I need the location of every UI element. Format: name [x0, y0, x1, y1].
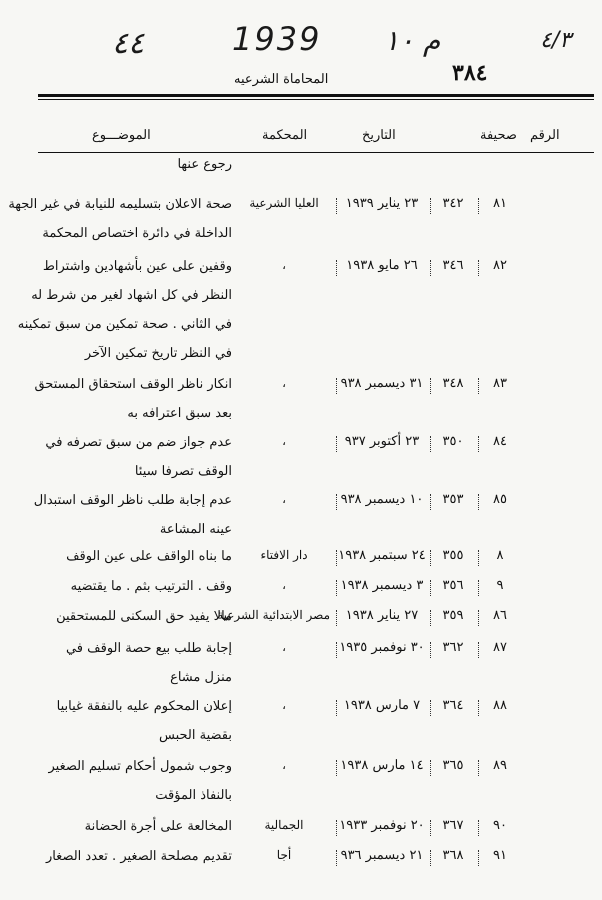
entry-page: ٣٦٨	[442, 848, 464, 863]
column-separator	[478, 550, 479, 566]
entry-page: ٣٤٦	[442, 258, 464, 273]
entry-number: ٨٧	[493, 640, 507, 655]
subject-line: الداخلة في دائرة اختصاص المحكمة	[42, 226, 232, 241]
subject-line: صحة الاعلان بتسليمه للنيابة في غير الجهة	[8, 197, 232, 212]
subject-line: مالا يفيد حق السكنى للمستحقين	[56, 609, 232, 624]
entry-subject	[0, 542, 232, 571]
column-separator	[430, 550, 431, 566]
entry-subject	[0, 428, 232, 486]
column-separator	[478, 850, 479, 866]
column-separator	[336, 198, 337, 214]
subject-line: بعد سبق اعترافه به	[127, 406, 232, 421]
subject-line: بالنفاذ المؤقت	[155, 788, 232, 803]
column-separator	[336, 850, 337, 866]
subject-line: إعلان المحكوم عليه بالنفقة غيابيا	[56, 699, 232, 714]
subject-line: انكار ناظر الوقف استحقاق المستحق	[34, 377, 232, 392]
entry-court: دار الافتاء	[260, 548, 308, 562]
entry-subject	[0, 252, 232, 368]
subject-line: عدم إجابة طلب ناظر الوقف استبدال	[33, 493, 232, 508]
column-separator	[430, 610, 431, 626]
entry-number: ٨	[496, 548, 504, 563]
header-rule	[38, 94, 594, 97]
column-separator	[478, 642, 479, 658]
entry-date: ٣١ ديسمبر ٩٣٨	[340, 376, 424, 391]
entry-page: ٣٥٥	[442, 548, 464, 563]
entry-date: ٣٠ نوفمبر ١٩٣٥	[339, 640, 425, 655]
column-separator	[336, 378, 337, 394]
column-separator	[336, 494, 337, 510]
entry-date: ٧ مارس ١٩٣٨	[343, 698, 421, 713]
column-separator	[478, 700, 479, 716]
column-separator	[430, 700, 431, 716]
entry-subject	[0, 190, 232, 248]
entry-date: ٢٤ سبتمبر ١٩٣٨	[338, 548, 426, 563]
entry-court: العليا الشرعية	[249, 196, 319, 210]
entry-page: ٣٦٤	[442, 698, 464, 713]
entry-subject	[0, 752, 232, 810]
subject-line: بقضية الحبس	[159, 728, 232, 743]
page-number: ٣٨٤	[452, 60, 488, 86]
entry-number: ٨٦	[493, 608, 507, 623]
page-title: المحاماة الشرعيه	[234, 72, 329, 87]
entry-court: ،	[282, 376, 286, 390]
entry-court: أجا	[276, 848, 292, 862]
entry-number: ٩	[496, 578, 504, 593]
column-separator	[430, 260, 431, 276]
column-separator	[478, 198, 479, 214]
entry-court: ،	[282, 578, 286, 592]
subject-line: تقديم مصلحة الصغير . تعدد الصغار	[45, 849, 232, 864]
column-separator	[430, 198, 431, 214]
subject-line: في الثاني . صحة تمكين من سبق تمكينه	[17, 317, 232, 332]
subject-line: عدم جواز ضم من سبق تصرفه في	[45, 435, 232, 450]
entry-date: ٢١ ديسمبر ٩٣٦	[340, 848, 424, 863]
column-separator	[336, 760, 337, 776]
column-separator	[430, 642, 431, 658]
subject-line: وجوب شمول أحكام تسليم الصغير	[48, 759, 232, 774]
entry-court: مصر الابتدائية الشرعية	[217, 608, 330, 622]
entry-court: ،	[282, 758, 286, 772]
column-separator	[336, 700, 337, 716]
entry-subject	[0, 572, 232, 601]
header-rule-thin	[38, 99, 594, 100]
entry-date: ١٠ ديسمبر ٩٣٨	[340, 492, 424, 507]
entry-subject	[0, 692, 232, 750]
entry-number: ٨١	[493, 196, 507, 211]
entry-date: ٢٠ نوفمبر ١٩٣٣	[339, 818, 425, 833]
entry-number: ٨٥	[493, 492, 507, 507]
subject-line: عينه المشاعة	[159, 522, 232, 537]
column-header-court: المحكمة	[262, 128, 308, 143]
entry-date: ٣ ديسمبر ١٩٣٨	[340, 578, 424, 593]
entry-subject	[0, 486, 232, 544]
entry-subject	[0, 150, 232, 179]
subject-line: ما بناه الواقف على عين الوقف	[66, 549, 232, 564]
column-header-page: صحيفة	[480, 128, 517, 143]
entry-court: ،	[282, 640, 286, 654]
column-separator	[478, 610, 479, 626]
column-separator	[478, 260, 479, 276]
column-separator	[478, 820, 479, 836]
column-separator	[430, 850, 431, 866]
entry-page: ٣٦٧	[442, 818, 464, 833]
column-separator	[336, 820, 337, 836]
entry-number: ٩١	[493, 848, 507, 863]
entry-court: ،	[282, 258, 286, 272]
column-separator	[430, 580, 431, 596]
column-separator	[430, 760, 431, 776]
column-separator	[336, 260, 337, 276]
subject-line: المخالعة على أجرة الحضانة	[84, 819, 232, 834]
column-separator	[430, 378, 431, 394]
entry-date: ٢٣ أكتوبر ٩٣٧	[344, 434, 420, 449]
entry-page: ٣٦٥	[442, 758, 464, 773]
entry-page: ٣٥٩	[442, 608, 464, 623]
column-separator	[430, 820, 431, 836]
column-separator	[478, 580, 479, 596]
entry-subject	[0, 634, 232, 692]
entry-court: الجمالية	[264, 818, 304, 832]
column-separator	[478, 436, 479, 452]
entry-page: ٣٥٠	[442, 434, 464, 449]
entry-subject	[0, 842, 232, 871]
entry-number: ٩٠	[493, 818, 507, 833]
subject-line: الوقف تصرفا سيئا	[134, 464, 232, 479]
subject-line: إجابة طلب بيع حصة الوقف في	[65, 641, 232, 656]
entry-court: ،	[282, 492, 286, 506]
column-header-subject: الموضـــوع	[92, 128, 151, 143]
handwritten-year: 1939	[232, 20, 322, 58]
column-separator	[478, 760, 479, 776]
subject-line: رجوع عنها	[177, 157, 232, 172]
column-separator	[478, 378, 479, 394]
entry-page: ٣٥٣	[442, 492, 464, 507]
column-separator	[336, 610, 337, 626]
handwritten-number: ٤٤	[112, 26, 145, 61]
column-separator	[478, 494, 479, 510]
entry-number: ٨٤	[493, 434, 507, 449]
entry-number: ٨٣	[493, 376, 507, 391]
entry-court: ،	[282, 434, 286, 448]
entry-date: ١٤ مارس ١٩٣٨	[340, 758, 424, 773]
entry-number: ٨٨	[493, 698, 507, 713]
subject-line: في النظر تاريخ تمكين الآخر	[84, 346, 232, 361]
entry-date: ٢٧ يناير ١٩٣٨	[345, 608, 419, 623]
entry-page: ٣٦٢	[442, 640, 464, 655]
entry-subject	[0, 602, 232, 631]
handwritten-month: م ١٠	[384, 24, 441, 57]
entry-page: ٣٤٨	[442, 376, 464, 391]
entry-subject	[0, 370, 232, 428]
column-separator	[336, 580, 337, 596]
entry-number: ٨٢	[493, 258, 507, 273]
entry-page: ٣٤٢	[442, 196, 464, 211]
subject-line: وقفين على عين بأشهادين واشتراط	[42, 259, 232, 274]
subject-line: وقف . الترتيب بثم . ما يقتضيه	[70, 579, 232, 594]
column-separator	[336, 436, 337, 452]
column-separator	[430, 494, 431, 510]
subject-line: النظر في كل اشهاد لغير من شرط له	[31, 288, 232, 303]
column-separator	[336, 550, 337, 566]
entry-page: ٣٥٦	[442, 578, 464, 593]
column-separator	[430, 436, 431, 452]
column-header-number: الرقم	[530, 128, 560, 143]
entry-court: ،	[282, 698, 286, 712]
entry-number: ٨٩	[493, 758, 507, 773]
entry-date: ٢٦ مايو ١٩٣٨	[346, 258, 418, 273]
entry-date: ٢٣ يناير ١٩٣٩	[345, 196, 419, 211]
handwritten-corner-note: ٤/٣	[540, 28, 572, 53]
subject-line: منزل مشاع	[170, 670, 232, 685]
entry-subject	[0, 812, 232, 841]
column-separator	[336, 642, 337, 658]
column-header-date: التاريخ	[362, 128, 396, 143]
